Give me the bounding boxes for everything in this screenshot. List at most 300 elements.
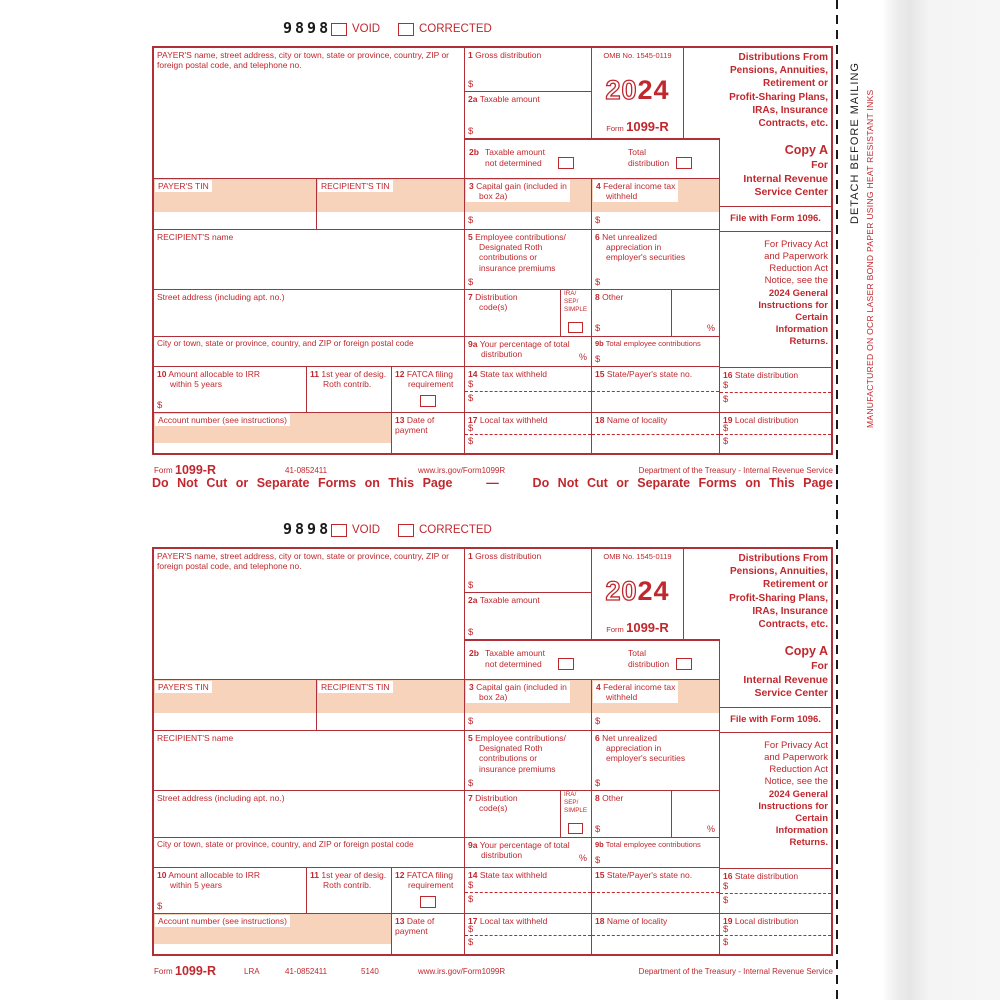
- box1-label: Gross distribution: [475, 50, 542, 60]
- box2b-label-1: Taxable amount: [485, 147, 546, 157]
- box6-number: 6: [595, 232, 600, 242]
- box15-number: 15: [595, 369, 605, 379]
- street-address-field[interactable]: [154, 791, 465, 838]
- form-footer: [152, 962, 833, 978]
- privacy-line: For Privacy Act: [764, 239, 828, 250]
- print-code: 9898: [283, 520, 332, 538]
- box15-state-payer-number[interactable]: [592, 367, 720, 413]
- box10-label-1: Amount allocable to IRR: [168, 369, 261, 379]
- title-line: Retirement or: [762, 579, 828, 591]
- box16-dollar-sign-1: $: [723, 380, 729, 391]
- copy-a-block: [720, 640, 831, 708]
- spacer-cell: [684, 48, 720, 139]
- box13-number: 13: [395, 916, 405, 926]
- copy-a-for: For: [811, 660, 828, 672]
- box2b-label-2: not determined: [485, 158, 542, 168]
- footer-cat-number: 41-0852411: [285, 466, 328, 475]
- payer-info-field[interactable]: [154, 549, 465, 680]
- box8-dollar-sign: $: [595, 823, 601, 835]
- form-number-block: Form 1099-R: [606, 119, 669, 135]
- box2b-row: [465, 139, 720, 179]
- copy-a-irs-1: Internal Revenue: [743, 673, 828, 686]
- box10-number: 10: [157, 870, 167, 880]
- box14-dollar-sign-1: $: [468, 379, 474, 390]
- manufactured-notice: MANUFACTURED ON OCR LASER BOND PAPER USING HEAT RESISTANT INKS: [865, 89, 875, 428]
- copy-a-block: [720, 139, 831, 207]
- box17-number: 17: [468, 916, 478, 926]
- box7-number: 7: [468, 793, 473, 803]
- account-number-label: Account number (see instructions): [155, 414, 290, 426]
- fatca-checkbox[interactable]: [420, 896, 436, 908]
- box9b-dollar-sign: $: [595, 353, 601, 365]
- privacy-line: Certain: [795, 311, 828, 323]
- form-copy-1: [152, 14, 833, 476]
- copy-a-label: Copy A: [784, 644, 828, 658]
- ira-sep-simple-checkbox[interactable]: [568, 322, 583, 333]
- box10-dollar-sign: $: [157, 900, 163, 912]
- privacy-line: Certain: [795, 812, 828, 824]
- box5-employee-contributions[interactable]: [465, 731, 592, 791]
- box4-federal-tax-withheld[interactable]: [592, 680, 720, 731]
- total-distribution-label-2: distribution: [628, 158, 670, 168]
- title-line: Profit-Sharing Plans,: [729, 91, 828, 103]
- box5-label-1: Employee contributions/: [475, 733, 566, 743]
- perforation-line: [836, 0, 838, 1000]
- box5-number: 5: [468, 733, 473, 743]
- box9a-percentage-distribution[interactable]: [465, 337, 592, 367]
- form-footer: [152, 461, 833, 477]
- box16-state-distribution[interactable]: [720, 367, 831, 413]
- box16-state-distribution[interactable]: [720, 868, 831, 914]
- box17-dollar-sign-2: $: [468, 436, 474, 447]
- corrected-checkbox[interactable]: [398, 524, 414, 537]
- box9b-dollar-sign: $: [595, 854, 601, 866]
- box4-label: 4 Federal income tax withheld: [593, 681, 678, 703]
- box8-percent-sign: %: [706, 824, 715, 835]
- box11-label-1: 1st year of desig.: [321, 870, 387, 880]
- box19-label: Local distribution: [734, 415, 799, 425]
- box12-number: 12: [395, 870, 405, 880]
- box2a-dollar-sign: $: [468, 626, 474, 638]
- taxable-not-determined-checkbox[interactable]: [558, 157, 574, 169]
- total-distribution-checkbox[interactable]: [676, 157, 692, 169]
- box15-label: State/Payer's state no.: [606, 369, 693, 379]
- city-field[interactable]: [154, 337, 465, 367]
- box17-label: Local tax withheld: [479, 916, 548, 926]
- entry-divider: [465, 391, 591, 392]
- box11-label-2: Roth contrib.: [323, 880, 372, 891]
- payer-info-label: PAYER'S name, street address, city or town, state or province, country, ZIP or foreign postal code, and telephone no.: [157, 50, 450, 71]
- box2b-label-2: not determined: [485, 659, 542, 669]
- box18-number: 18: [595, 916, 605, 926]
- footer-print-code: 5140: [361, 967, 379, 976]
- copy-a-irs-1: Internal Revenue: [743, 172, 828, 185]
- title-line: Retirement or: [762, 78, 828, 90]
- box9a-number: 9a: [468, 840, 478, 850]
- box12-label-2: requirement: [408, 880, 454, 891]
- sep-label: SEP/: [564, 798, 579, 806]
- entry-divider: [720, 935, 831, 936]
- box11-roth-year[interactable]: [307, 868, 392, 914]
- spacer-cell: [684, 549, 720, 640]
- box1-number: 1: [468, 50, 473, 60]
- box12-fatca: [392, 868, 465, 914]
- entry-divider: [592, 391, 719, 392]
- box1-dollar-sign: $: [468, 579, 474, 591]
- box8-label: Other: [602, 292, 624, 302]
- fatca-checkbox[interactable]: [420, 395, 436, 407]
- box17-dollar-sign-2: $: [468, 937, 474, 948]
- file-with-1096: File with Form 1096.: [720, 207, 831, 232]
- box3-dollar-sign: $: [468, 715, 474, 727]
- ira-label: IRA/: [564, 791, 577, 798]
- box8-number: 8: [595, 793, 600, 803]
- copy-a-for: For: [811, 159, 828, 171]
- box9a-label-1: Your percentage of total: [479, 339, 570, 349]
- box5-label-3: contributions or: [479, 252, 538, 263]
- box8-dollar-sign: $: [595, 322, 601, 334]
- box14-number: 14: [468, 369, 478, 379]
- box2a-taxable-amount[interactable]: [465, 92, 592, 139]
- simple-label: SIMPLE: [564, 305, 588, 313]
- form-1099r: [152, 547, 833, 956]
- privacy-act-notice: [720, 733, 831, 866]
- box14-state-tax-withheld[interactable]: [465, 868, 592, 914]
- box9b-label: Total employee contributions: [605, 339, 701, 348]
- box12-label-1: FATCA filing: [406, 369, 453, 379]
- box5-label-3: contributions or: [479, 753, 538, 764]
- box14-state-tax-withheld[interactable]: [465, 367, 592, 413]
- box17-dollar-sign-1: $: [468, 924, 474, 935]
- box1-gross-distribution[interactable]: [465, 48, 592, 92]
- recipient-name-field[interactable]: [154, 230, 465, 290]
- form-number-block: Form 1099-R: [606, 620, 669, 636]
- box9a-percent-sign: %: [578, 352, 587, 363]
- box2b-number: 2b: [469, 648, 479, 658]
- box6-net-unrealized-appreciation[interactable]: [592, 731, 720, 791]
- box16-number: 16: [723, 370, 733, 380]
- box18-name-of-locality[interactable]: [592, 413, 720, 453]
- box11-number: 11: [310, 870, 319, 880]
- footer-form-number: 1099-R: [175, 964, 216, 978]
- box6-dollar-sign: $: [595, 777, 601, 789]
- box2b-row: [465, 640, 720, 680]
- box2a-label: Taxable amount: [479, 94, 540, 104]
- box9a-label-2: distribution: [481, 850, 523, 861]
- box19-dollar-sign-1: $: [723, 423, 729, 434]
- privacy-line: For Privacy Act: [764, 740, 828, 751]
- page-edge: [882, 0, 1000, 1000]
- void-checkbox[interactable]: [331, 23, 347, 36]
- tax-year: 2024: [605, 74, 670, 105]
- total-distribution-label-2: distribution: [628, 659, 670, 669]
- city-label: City or town, state or province, country, and ZIP or foreign postal code: [157, 338, 414, 348]
- box10-label-2: within 5 years: [170, 880, 222, 891]
- box13-label-1: Date of: [406, 916, 435, 926]
- box14-dollar-sign-2: $: [468, 894, 474, 905]
- box13-date-of-payment[interactable]: [392, 914, 465, 954]
- account-number-label: Account number (see instructions): [155, 915, 290, 927]
- box9b-label: Total employee contributions: [605, 840, 701, 849]
- box8-other[interactable]: [592, 290, 720, 337]
- box2b-number: 2b: [469, 147, 479, 157]
- box4-dollar-sign: $: [595, 715, 601, 727]
- ira-sep-simple-checkbox[interactable]: [568, 823, 583, 834]
- box7-distribution-codes[interactable]: [465, 791, 561, 838]
- box16-dollar-sign-1: $: [723, 881, 729, 892]
- box14-label: State tax withheld: [479, 870, 547, 880]
- copy-a-irs-2: Service Center: [754, 687, 828, 700]
- box9a-label-2: distribution: [481, 349, 523, 360]
- box18-label: Name of locality: [606, 415, 668, 425]
- box5-employee-contributions[interactable]: [465, 230, 592, 290]
- entry-divider: [465, 892, 591, 893]
- account-number-field[interactable]: [154, 914, 392, 954]
- street-address-label: Street address (including apt. no.): [157, 292, 285, 302]
- codes-row: [152, 515, 833, 543]
- payer-info-field[interactable]: [154, 48, 465, 179]
- box12-fatca: [392, 367, 465, 413]
- city-field[interactable]: [154, 838, 465, 868]
- privacy-line: Instructions for: [758, 299, 828, 311]
- footer-form-word: Form: [154, 967, 173, 976]
- box18-name-of-locality[interactable]: [592, 914, 720, 954]
- form-title: [720, 549, 831, 640]
- entry-divider: [465, 434, 591, 435]
- box1-dollar-sign: $: [468, 78, 474, 90]
- void-label: VOID: [352, 23, 381, 35]
- box6-label-2: appreciation in: [606, 242, 662, 253]
- box1-gross-distribution[interactable]: [465, 549, 592, 593]
- taxable-not-determined-checkbox[interactable]: [558, 658, 574, 670]
- privacy-line: Instructions for: [758, 800, 828, 812]
- box13-date-of-payment[interactable]: [392, 413, 465, 453]
- title-line: IRAs, Insurance: [752, 605, 828, 617]
- privacy-line: Returns.: [789, 336, 828, 348]
- payer-tin-label: PAYER'S TIN: [155, 681, 212, 693]
- box16-dollar-sign-2: $: [723, 895, 729, 906]
- box10-number: 10: [157, 369, 167, 379]
- omb-year-box: [592, 48, 684, 139]
- box6-label-1: Net unrealized: [602, 232, 657, 242]
- box7-distribution-codes[interactable]: [465, 290, 561, 337]
- box2b-label-1: Taxable amount: [485, 648, 546, 658]
- corrected-checkbox[interactable]: [398, 23, 414, 36]
- box10-irr-amount[interactable]: [154, 367, 307, 413]
- box9b-total-employee-contributions[interactable]: [592, 337, 720, 367]
- box7-ira-sep-simple: [561, 791, 592, 838]
- codes-row: [152, 14, 833, 42]
- privacy-line: 2024 General: [768, 788, 828, 800]
- box5-dollar-sign: $: [468, 276, 474, 288]
- recipient-tin-field[interactable]: [317, 179, 465, 230]
- box19-local-distribution[interactable]: [720, 413, 831, 453]
- box19-local-distribution[interactable]: [720, 914, 831, 954]
- privacy-act-notice: [720, 232, 831, 365]
- box5-label-4: insurance premiums: [479, 763, 556, 774]
- box5-label-2: Designated Roth: [479, 743, 543, 754]
- box10-label-1: Amount allocable to IRR: [168, 870, 261, 880]
- print-code: 9898: [283, 19, 332, 37]
- box2a-taxable-amount[interactable]: [465, 593, 592, 640]
- city-label: City or town, state or province, country, and ZIP or foreign postal code: [157, 839, 414, 849]
- total-distribution-checkbox[interactable]: [676, 658, 692, 670]
- box16-label: State distribution: [734, 370, 799, 380]
- box5-number: 5: [468, 232, 473, 242]
- box13-label-2: payment: [395, 926, 428, 937]
- box3-dollar-sign: $: [468, 214, 474, 226]
- box18-number: 18: [595, 415, 605, 425]
- box7-label-1: Distribution: [475, 793, 518, 803]
- title-line: Profit-Sharing Plans,: [729, 592, 828, 604]
- box3-capital-gain[interactable]: [465, 179, 592, 230]
- box2a-number: 2a: [468, 595, 478, 605]
- file-with-1096: File with Form 1096.: [720, 708, 831, 733]
- box4-dollar-sign: $: [595, 214, 601, 226]
- box9a-label-1: Your percentage of total: [479, 840, 570, 850]
- sep-label: SEP/: [564, 297, 579, 305]
- box7-number: 7: [468, 292, 473, 302]
- box10-dollar-sign: $: [157, 399, 163, 411]
- box7-label-2: code(s): [479, 803, 508, 814]
- box19-dollar-sign-2: $: [723, 937, 729, 948]
- recipient-tin-label: RECIPIENT'S TIN: [318, 681, 393, 693]
- box6-label-3: employer's securities: [606, 753, 686, 764]
- box3-label: 3 Capital gain (included in box 2a): [466, 180, 570, 202]
- box17-local-tax-withheld[interactable]: [465, 914, 592, 954]
- void-label: VOID: [352, 524, 381, 536]
- box9b-total-employee-contributions[interactable]: [592, 838, 720, 868]
- box6-label-1: Net unrealized: [602, 733, 657, 743]
- box14-dollar-sign-2: $: [468, 393, 474, 404]
- privacy-line: Notice, see the: [764, 776, 828, 788]
- box8-percent-sign: %: [706, 323, 715, 334]
- box3-label: 3 Capital gain (included in box 2a): [466, 681, 570, 703]
- entry-divider: [465, 935, 591, 936]
- title-line: Distributions From: [738, 52, 828, 63]
- privacy-line: Returns.: [789, 837, 828, 849]
- recipient-name-label: RECIPIENT'S name: [157, 733, 234, 743]
- box4-label: 4 Federal income tax withheld: [593, 180, 678, 202]
- footer-cat-number: 41-0852411: [285, 967, 328, 976]
- box9a-percentage-distribution[interactable]: [465, 838, 592, 868]
- detach-notice: DETACH BEFORE MAILING: [849, 62, 861, 224]
- box19-number: 19: [723, 916, 733, 926]
- box13-label-2: payment: [395, 425, 428, 436]
- box4-federal-tax-withheld[interactable]: [592, 179, 720, 230]
- street-address-label: Street address (including apt. no.): [157, 793, 285, 803]
- box6-net-unrealized-appreciation[interactable]: [592, 230, 720, 290]
- recipient-tin-label: RECIPIENT'S TIN: [318, 180, 393, 192]
- ira-label: IRA/: [564, 290, 577, 297]
- recipient-name-field[interactable]: [154, 731, 465, 791]
- box15-number: 15: [595, 870, 605, 880]
- privacy-line: Reduction Act: [769, 263, 828, 275]
- total-distribution-label-1: Total: [628, 648, 646, 658]
- street-address-field[interactable]: [154, 290, 465, 337]
- box9b-number: 9b: [595, 840, 604, 849]
- form-title: [720, 48, 831, 139]
- box17-local-tax-withheld[interactable]: [465, 413, 592, 453]
- box11-label-1: 1st year of desig.: [321, 369, 387, 379]
- box19-dollar-sign-2: $: [723, 436, 729, 447]
- simple-label: SIMPLE: [564, 806, 588, 814]
- box8-other[interactable]: [592, 791, 720, 838]
- entry-divider: [592, 434, 719, 435]
- recipient-name-label: RECIPIENT'S name: [157, 232, 234, 242]
- box7-label-2: code(s): [479, 302, 508, 313]
- privacy-line: Information: [775, 324, 828, 336]
- box10-irr-amount[interactable]: [154, 868, 307, 914]
- box12-label-1: FATCA filing: [406, 870, 453, 880]
- payer-info-label: PAYER'S name, street address, city or town, state or province, country, ZIP or foreign postal code, and telephone no.: [157, 551, 450, 572]
- title-line: Pensions, Annuities,: [730, 566, 828, 578]
- recipient-tin-field[interactable]: [317, 680, 465, 731]
- separator-dash: —: [486, 476, 499, 490]
- box6-label-2: appreciation in: [606, 743, 662, 754]
- form-copy-2: [152, 515, 833, 977]
- entry-divider: [592, 935, 719, 936]
- box15-label: State/Payer's state no.: [606, 870, 693, 880]
- corrected-label: CORRECTED: [419, 23, 492, 35]
- payer-tin-field[interactable]: [154, 179, 317, 230]
- title-line: Pensions, Annuities,: [730, 65, 828, 77]
- box2a-number: 2a: [468, 94, 478, 104]
- box6-number: 6: [595, 733, 600, 743]
- do-not-cut-notice: [152, 476, 833, 490]
- box5-label-2: Designated Roth: [479, 242, 543, 253]
- box11-label-2: Roth contrib.: [323, 379, 372, 390]
- box9b-number: 9b: [595, 339, 604, 348]
- copy-a-irs-2: Service Center: [754, 186, 828, 199]
- privacy-line: and Paperwork: [764, 251, 828, 263]
- box11-number: 11: [310, 369, 319, 379]
- box19-label: Local distribution: [734, 916, 799, 926]
- box5-label-1: Employee contributions/: [475, 232, 566, 242]
- box6-dollar-sign: $: [595, 276, 601, 288]
- privacy-line: Notice, see the: [764, 275, 828, 287]
- divider: [671, 290, 672, 336]
- box5-dollar-sign: $: [468, 777, 474, 789]
- box3-capital-gain[interactable]: [465, 680, 592, 731]
- payer-tin-field[interactable]: [154, 680, 317, 731]
- box16-dollar-sign-2: $: [723, 394, 729, 405]
- account-number-field[interactable]: [154, 413, 392, 453]
- box16-label: State distribution: [734, 871, 799, 881]
- box1-number: 1: [468, 551, 473, 561]
- do-not-cut-left: Do Not Cut or Separate Forms on This Page: [152, 476, 453, 490]
- box19-dollar-sign-1: $: [723, 924, 729, 935]
- title-line: Distributions From: [738, 553, 828, 564]
- box15-state-payer-number[interactable]: [592, 868, 720, 914]
- form-1099r: [152, 46, 833, 455]
- box12-label-2: requirement: [408, 379, 454, 390]
- footer-url: www.irs.gov/Form1099R: [418, 466, 506, 475]
- void-checkbox[interactable]: [331, 524, 347, 537]
- footer-department: Department of the Treasury - Internal Revenue Service: [638, 466, 833, 475]
- entry-divider: [720, 392, 831, 393]
- box5-label-4: insurance premiums: [479, 262, 556, 273]
- entry-divider: [592, 892, 719, 893]
- box6-label-3: employer's securities: [606, 252, 686, 263]
- footer-form-word: Form: [154, 466, 173, 475]
- box2a-label: Taxable amount: [479, 595, 540, 605]
- box11-roth-year[interactable]: [307, 367, 392, 413]
- footer-lra: LRA: [244, 967, 260, 976]
- box14-number: 14: [468, 870, 478, 880]
- corrected-label: CORRECTED: [419, 524, 492, 536]
- box16-number: 16: [723, 871, 733, 881]
